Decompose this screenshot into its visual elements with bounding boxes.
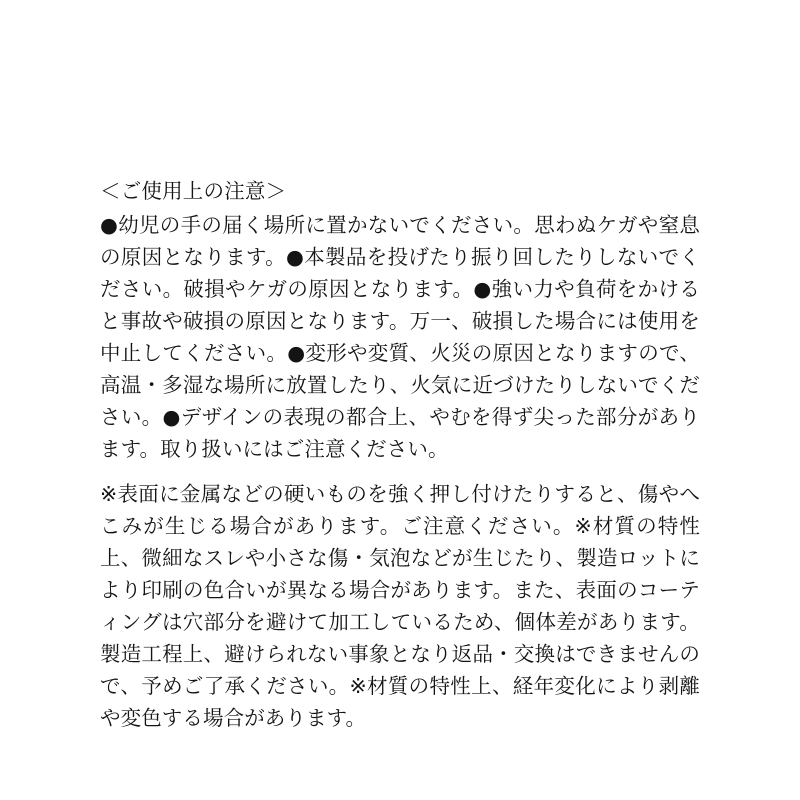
usage-notice-block xyxy=(100,175,700,734)
usage-notice-paragraph-1: ●幼児の手の届く場所に置かないでください。思わぬケガや窒息の原因となります。●本製品を投げたり振り回したりしないでください。破損やケガの原因となります。●強い力や負荷をかけると事故や破損の原因となります。万一、破損した場合には使用を中止してください。●変形や変質、火災の原因となりますので、高温・多湿な場所に放置したり、火気に近づけたりしないでください。●デザインの表現の都合上、やむを得ず尖った部分があります。取り扱いにはご注意ください。 xyxy=(100,213,700,461)
usage-notice-heading: ＜ご使用上の注意＞ xyxy=(100,179,287,203)
usage-notice-paragraph-2: ※表面に金属などの硬いものを強く押し付けたりすると、傷やへこみが生じる場合があります。ご注意ください。※材質の特性上、微細なスレや小さな傷・気泡などが生じたり、製造ロットにより印刷の色合いが異なる場合があります。また、表面のコーティングは穴部分を避けて加工しているため、個体差があります。製造工程上、避けられない事象となり返品・交換はできませんので、予めご了承ください。※材質の特性上、経年変化により剥離や変色する場合があります。 xyxy=(100,482,700,730)
